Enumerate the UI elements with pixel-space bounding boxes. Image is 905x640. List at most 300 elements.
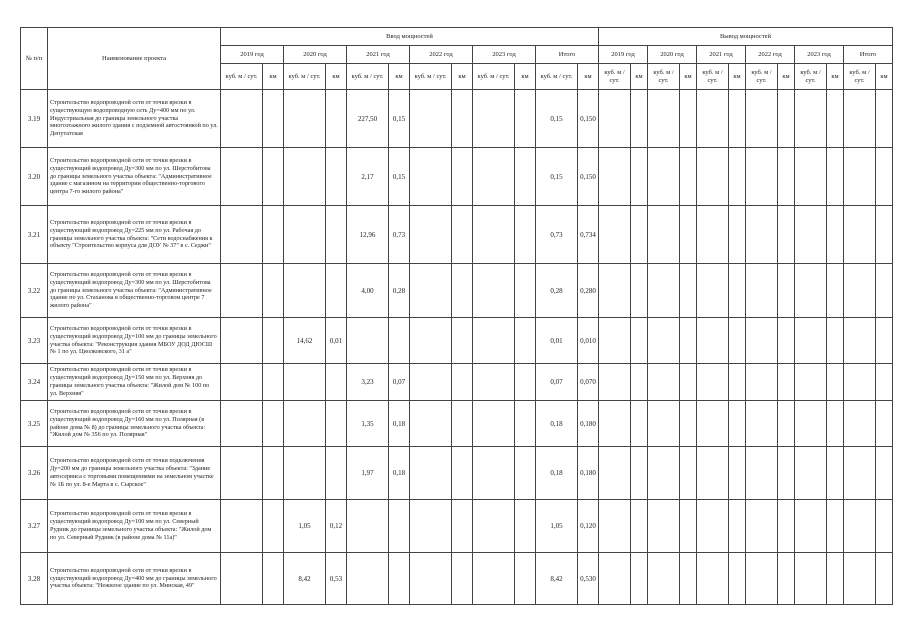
output-cell <box>680 148 697 206</box>
input-cell <box>515 264 536 318</box>
input-cell <box>410 148 452 206</box>
row-number: 3.24 <box>21 364 48 401</box>
input-cell <box>452 553 473 605</box>
input-cell <box>410 401 452 447</box>
input-cell: 0,12 <box>326 500 347 553</box>
input-cell: 14,62 <box>284 318 326 364</box>
input-cell: 0,15 <box>536 148 578 206</box>
table-header <box>21 28 893 90</box>
unit-km-header: км <box>452 64 473 90</box>
output-cell <box>876 264 893 318</box>
unit-km-header: км <box>827 64 844 90</box>
unit-km-header: км <box>729 64 746 90</box>
output-cell <box>631 553 648 605</box>
output-cell <box>795 364 827 401</box>
input-cell <box>263 206 284 264</box>
unit-volume-header: куб. м / сут. <box>347 64 389 90</box>
output-cell <box>827 401 844 447</box>
input-cell <box>221 318 263 364</box>
input-cell <box>326 206 347 264</box>
output-cell <box>697 206 729 264</box>
input-cell <box>221 90 263 148</box>
project-name: Строительство водопроводной сети от точки врезки в существующий водопровод Ду=100 мм по ул. Северный Рудник до границы земельного участка объекта: "Жилой дом по ул. Северный Рудник (в районе дома № 11а)" <box>48 500 221 553</box>
output-cell <box>631 206 648 264</box>
output-cell <box>844 500 876 553</box>
input-cell: 0,15 <box>389 148 410 206</box>
input-cell <box>326 447 347 500</box>
input-cell: 0,01 <box>326 318 347 364</box>
output-cell <box>795 447 827 500</box>
table-row <box>21 500 893 553</box>
output-cell <box>795 401 827 447</box>
output-cell <box>648 364 680 401</box>
output-cell <box>631 447 648 500</box>
input-cell: 0,07 <box>536 364 578 401</box>
input-cell: 3,23 <box>347 364 389 401</box>
row-number: 3.22 <box>21 264 48 318</box>
unit-volume-header: куб. м / сут. <box>746 64 778 90</box>
output-cell <box>729 148 746 206</box>
input-cell <box>515 500 536 553</box>
input-cell <box>284 90 326 148</box>
input-cell <box>347 553 389 605</box>
input-cell: 0,180 <box>578 401 599 447</box>
output-cell <box>876 148 893 206</box>
input-cell: 0,73 <box>389 206 410 264</box>
unit-km-header: км <box>515 64 536 90</box>
input-cell <box>221 500 263 553</box>
year-out-header: 2023 год <box>795 46 844 64</box>
output-cell <box>680 553 697 605</box>
output-cell <box>729 447 746 500</box>
output-cell <box>844 264 876 318</box>
row-number: 3.21 <box>21 206 48 264</box>
input-cell: 8,42 <box>284 553 326 605</box>
input-cell <box>284 401 326 447</box>
output-cell <box>680 264 697 318</box>
input-cell <box>326 364 347 401</box>
unit-volume-header: куб. м / сут. <box>221 64 263 90</box>
output-cell <box>795 90 827 148</box>
input-cell: 0,120 <box>578 500 599 553</box>
output-cell <box>844 206 876 264</box>
output-cell <box>795 206 827 264</box>
project-name: Строительство водопроводной сети от точки врезки в существующую водопроводную сеть Ду=400 мм по ул. Индустриальная до границы земельного участка многоэтажного жилого здания с подземной автостоянкой по ул. Депутатская <box>48 90 221 148</box>
output-cell <box>680 447 697 500</box>
output-cell <box>599 447 631 500</box>
input-cell <box>326 148 347 206</box>
output-cell <box>697 148 729 206</box>
input-cell <box>515 148 536 206</box>
output-cell <box>844 90 876 148</box>
input-cell <box>326 90 347 148</box>
input-cell <box>473 447 515 500</box>
output-cell <box>697 364 729 401</box>
unit-volume-header: куб. м / сут. <box>473 64 515 90</box>
input-cell <box>221 264 263 318</box>
row-number: 3.28 <box>21 553 48 605</box>
output-cell <box>729 553 746 605</box>
input-cell <box>410 90 452 148</box>
input-cell <box>473 364 515 401</box>
unit-km-header: км <box>631 64 648 90</box>
input-cell: 0,07 <box>389 364 410 401</box>
output-cell <box>599 318 631 364</box>
input-group-header: Ввод мощностей <box>221 28 599 46</box>
input-cell <box>284 148 326 206</box>
input-cell: 8,42 <box>536 553 578 605</box>
output-cell <box>631 90 648 148</box>
input-cell <box>410 553 452 605</box>
output-cell <box>795 318 827 364</box>
output-cell <box>746 148 778 206</box>
output-cell <box>827 206 844 264</box>
output-cell <box>648 318 680 364</box>
input-cell <box>347 500 389 553</box>
project-name: Строительство водопроводной сети от точки врезки в существующий водопровод Ду=300 мм по ул. Шерстобитова до границы земельного участка объекта: "Административное здание по ул. Стаханова в общественно-торговом центре 7 жилого района" <box>48 264 221 318</box>
output-cell <box>778 447 795 500</box>
input-cell <box>410 500 452 553</box>
output-cell <box>876 401 893 447</box>
output-group-header: Вывод мощностей <box>599 28 893 46</box>
output-cell <box>680 90 697 148</box>
input-cell: 0,150 <box>578 148 599 206</box>
input-cell: 0,010 <box>578 318 599 364</box>
output-cell <box>778 90 795 148</box>
input-cell <box>221 447 263 500</box>
output-cell <box>729 500 746 553</box>
output-cell <box>599 264 631 318</box>
input-cell <box>284 447 326 500</box>
output-cell <box>599 90 631 148</box>
output-cell <box>746 364 778 401</box>
output-cell <box>795 500 827 553</box>
output-cell <box>648 90 680 148</box>
output-cell <box>778 500 795 553</box>
output-cell <box>827 500 844 553</box>
input-cell <box>473 553 515 605</box>
row-number: 3.26 <box>21 447 48 500</box>
input-cell <box>263 553 284 605</box>
output-cell <box>697 264 729 318</box>
input-cell <box>410 264 452 318</box>
output-cell <box>746 447 778 500</box>
table-row <box>21 90 893 148</box>
unit-km-header: км <box>680 64 697 90</box>
input-cell <box>284 206 326 264</box>
input-cell: 2,17 <box>347 148 389 206</box>
input-cell <box>389 500 410 553</box>
output-cell <box>746 90 778 148</box>
row-number: 3.23 <box>21 318 48 364</box>
input-cell: 0,530 <box>578 553 599 605</box>
output-cell <box>827 318 844 364</box>
output-cell <box>778 553 795 605</box>
input-cell <box>515 553 536 605</box>
output-cell <box>746 401 778 447</box>
unit-km-header: км <box>389 64 410 90</box>
output-cell <box>827 553 844 605</box>
output-cell <box>631 364 648 401</box>
output-cell <box>746 264 778 318</box>
output-cell <box>844 447 876 500</box>
unit-volume-header: куб. м / сут. <box>599 64 631 90</box>
output-cell <box>844 364 876 401</box>
output-cell <box>680 364 697 401</box>
input-cell <box>284 364 326 401</box>
output-cell <box>697 90 729 148</box>
input-cell <box>263 90 284 148</box>
output-cell <box>631 318 648 364</box>
output-cell <box>746 206 778 264</box>
output-cell <box>729 264 746 318</box>
year-in-header: 2021 год <box>347 46 410 64</box>
input-cell: 1,35 <box>347 401 389 447</box>
output-cell <box>876 90 893 148</box>
output-cell <box>648 500 680 553</box>
input-cell <box>473 90 515 148</box>
input-cell <box>410 318 452 364</box>
input-cell <box>221 206 263 264</box>
input-cell: 0,150 <box>578 90 599 148</box>
unit-km-header: км <box>778 64 795 90</box>
input-cell <box>326 401 347 447</box>
input-cell: 0,18 <box>536 401 578 447</box>
project-name: Строительство водопроводной сети от точки врезки в существующий водопровод Ду=150 мм по ул. Верхняя до границы земельного участка объекта: "Жилой дом № 100 по ул. Верхняя" <box>48 364 221 401</box>
input-cell <box>452 500 473 553</box>
input-cell: 0,01 <box>536 318 578 364</box>
output-cell <box>746 318 778 364</box>
input-cell <box>452 401 473 447</box>
year-out-header: 2021 год <box>697 46 746 64</box>
capacity-table <box>20 27 893 605</box>
output-cell <box>729 318 746 364</box>
table-row <box>21 318 893 364</box>
output-cell <box>729 206 746 264</box>
output-cell <box>827 447 844 500</box>
input-cell: 0,280 <box>578 264 599 318</box>
output-cell <box>648 206 680 264</box>
unit-km-header: км <box>876 64 893 90</box>
unit-volume-header: куб. м / сут. <box>536 64 578 90</box>
table-row <box>21 206 893 264</box>
input-cell: 0,28 <box>536 264 578 318</box>
unit-km-header: км <box>326 64 347 90</box>
input-cell <box>515 401 536 447</box>
output-cell <box>680 500 697 553</box>
input-cell <box>347 318 389 364</box>
year-in-header: 2020 год <box>284 46 347 64</box>
input-cell: 4,00 <box>347 264 389 318</box>
output-cell <box>778 206 795 264</box>
output-cell <box>844 148 876 206</box>
input-cell <box>515 318 536 364</box>
year-in-header: 2022 год <box>410 46 473 64</box>
output-cell <box>778 401 795 447</box>
input-cell <box>263 364 284 401</box>
year-out-header: 2019 год <box>599 46 648 64</box>
input-cell <box>473 401 515 447</box>
year-out-header: Итого <box>844 46 893 64</box>
output-cell <box>631 148 648 206</box>
input-cell: 0,15 <box>536 90 578 148</box>
input-cell: 1,97 <box>347 447 389 500</box>
output-cell <box>648 401 680 447</box>
output-cell <box>844 318 876 364</box>
input-cell <box>284 264 326 318</box>
output-cell <box>827 90 844 148</box>
output-cell <box>599 364 631 401</box>
output-cell <box>795 264 827 318</box>
output-cell <box>876 500 893 553</box>
unit-volume-header: куб. м / сут. <box>697 64 729 90</box>
input-cell: 0,18 <box>536 447 578 500</box>
output-cell <box>697 318 729 364</box>
year-in-header: 2023 год <box>473 46 536 64</box>
table-row <box>21 148 893 206</box>
output-cell <box>697 500 729 553</box>
output-cell <box>729 90 746 148</box>
output-cell <box>599 401 631 447</box>
input-cell <box>221 401 263 447</box>
input-cell <box>515 90 536 148</box>
output-cell <box>697 553 729 605</box>
year-out-header: 2022 год <box>746 46 795 64</box>
row-number: 3.27 <box>21 500 48 553</box>
output-cell <box>795 148 827 206</box>
output-cell <box>778 318 795 364</box>
unit-km-header: км <box>578 64 599 90</box>
project-name: Строительство водопроводной сети от точки подключения Ду=200 мм до границы земельного участка объекта: "Здание автосервиса с торговыми помещениями на земельном участке № 1Б по ул. 8-е Марта в с. Сырское" <box>48 447 221 500</box>
output-cell <box>648 148 680 206</box>
table-row <box>21 364 893 401</box>
output-cell <box>876 447 893 500</box>
output-cell <box>648 553 680 605</box>
unit-volume-header: куб. м / сут. <box>795 64 827 90</box>
input-cell <box>263 401 284 447</box>
project-name: Строительство водопроводной сети от точки врезки в существующий водопровод Ду=100 мм до границы земельного участка объекта: "Реконструкция здания МБОУ ДОД ДЮСШ № 1 по ул. Циолковского, 31 а" <box>48 318 221 364</box>
output-cell <box>778 264 795 318</box>
output-cell <box>876 553 893 605</box>
input-cell <box>263 148 284 206</box>
output-cell <box>680 318 697 364</box>
output-cell <box>631 500 648 553</box>
output-cell <box>778 148 795 206</box>
output-cell <box>844 553 876 605</box>
output-cell <box>697 401 729 447</box>
input-cell <box>221 364 263 401</box>
project-name: Строительство водопроводной сети от точки врезки в существующий водопровод Ду=225 мм по ул. Рабочая до границы земельного участка объекта: "Сети водоснабжения к объекту "Строительство корпуса для ДОУ № 37" в с. Седжи" <box>48 206 221 264</box>
input-cell: 0,53 <box>326 553 347 605</box>
project-name: Строительство водопроводной сети от точки врезки в существующий водопровод Ду=160 мм по ул. Полярная (в районе дома № 8) до границы земельного участка объекта: "Жилой дом № 356 по ул. Полярная" <box>48 401 221 447</box>
input-cell: 0,18 <box>389 447 410 500</box>
output-cell <box>648 264 680 318</box>
project-name: Строительство водопроводной сети от точки врезки в существующий водопровод Ду=300 мм по ул. Шерстобитова до границы земельного участка объекта: "Административное здание с магазином на территории общественно-торгового центра 7-го жилого района" <box>48 148 221 206</box>
table-row <box>21 447 893 500</box>
input-cell <box>263 447 284 500</box>
input-cell <box>452 264 473 318</box>
input-cell: 0,15 <box>389 90 410 148</box>
year-in-header: 2019 год <box>221 46 284 64</box>
output-cell <box>631 401 648 447</box>
row-number: 3.19 <box>21 90 48 148</box>
input-cell <box>221 553 263 605</box>
output-cell <box>876 206 893 264</box>
input-cell <box>473 500 515 553</box>
input-cell: 0,180 <box>578 447 599 500</box>
output-cell <box>827 264 844 318</box>
table-row <box>21 401 893 447</box>
input-cell: 0,18 <box>389 401 410 447</box>
output-cell <box>778 364 795 401</box>
output-cell <box>697 447 729 500</box>
output-cell <box>729 401 746 447</box>
output-cell <box>876 318 893 364</box>
output-cell <box>680 401 697 447</box>
row-number: 3.25 <box>21 401 48 447</box>
input-cell <box>263 318 284 364</box>
input-cell <box>452 90 473 148</box>
input-cell <box>515 206 536 264</box>
input-cell <box>221 148 263 206</box>
output-cell <box>599 553 631 605</box>
output-cell <box>599 206 631 264</box>
input-cell <box>389 553 410 605</box>
output-cell <box>599 148 631 206</box>
input-cell <box>452 447 473 500</box>
output-cell <box>844 401 876 447</box>
input-cell: 1,05 <box>284 500 326 553</box>
num-header: № п/п <box>21 28 48 90</box>
input-cell <box>473 318 515 364</box>
output-cell <box>746 500 778 553</box>
input-cell <box>452 364 473 401</box>
input-cell <box>263 264 284 318</box>
input-cell <box>473 148 515 206</box>
input-cell <box>326 264 347 318</box>
row-number: 3.20 <box>21 148 48 206</box>
table-row <box>21 264 893 318</box>
input-cell: 12,96 <box>347 206 389 264</box>
name-header: Наименование проекта <box>48 28 221 90</box>
project-name: Строительство водопроводной сети от точки врезки в существующий водопровод Ду=400 мм до границы земельного участка объекта: "Нежилое здание по ул. Минская, 49" <box>48 553 221 605</box>
unit-volume-header: куб. м / сут. <box>410 64 452 90</box>
input-cell: 0,28 <box>389 264 410 318</box>
input-cell <box>452 148 473 206</box>
output-cell <box>876 364 893 401</box>
input-cell <box>410 364 452 401</box>
input-cell: 1,05 <box>536 500 578 553</box>
output-cell <box>599 500 631 553</box>
input-cell <box>473 206 515 264</box>
output-cell <box>827 364 844 401</box>
input-cell <box>515 447 536 500</box>
table-row <box>21 553 893 605</box>
output-cell <box>827 148 844 206</box>
output-cell <box>680 206 697 264</box>
input-cell <box>452 318 473 364</box>
input-cell: 0,73 <box>536 206 578 264</box>
output-cell <box>795 553 827 605</box>
input-cell <box>473 264 515 318</box>
input-cell <box>410 447 452 500</box>
unit-volume-header: куб. м / сут. <box>648 64 680 90</box>
unit-volume-header: куб. м / сут. <box>284 64 326 90</box>
input-cell <box>515 364 536 401</box>
input-cell: 227,50 <box>347 90 389 148</box>
output-cell <box>746 553 778 605</box>
input-cell <box>410 206 452 264</box>
